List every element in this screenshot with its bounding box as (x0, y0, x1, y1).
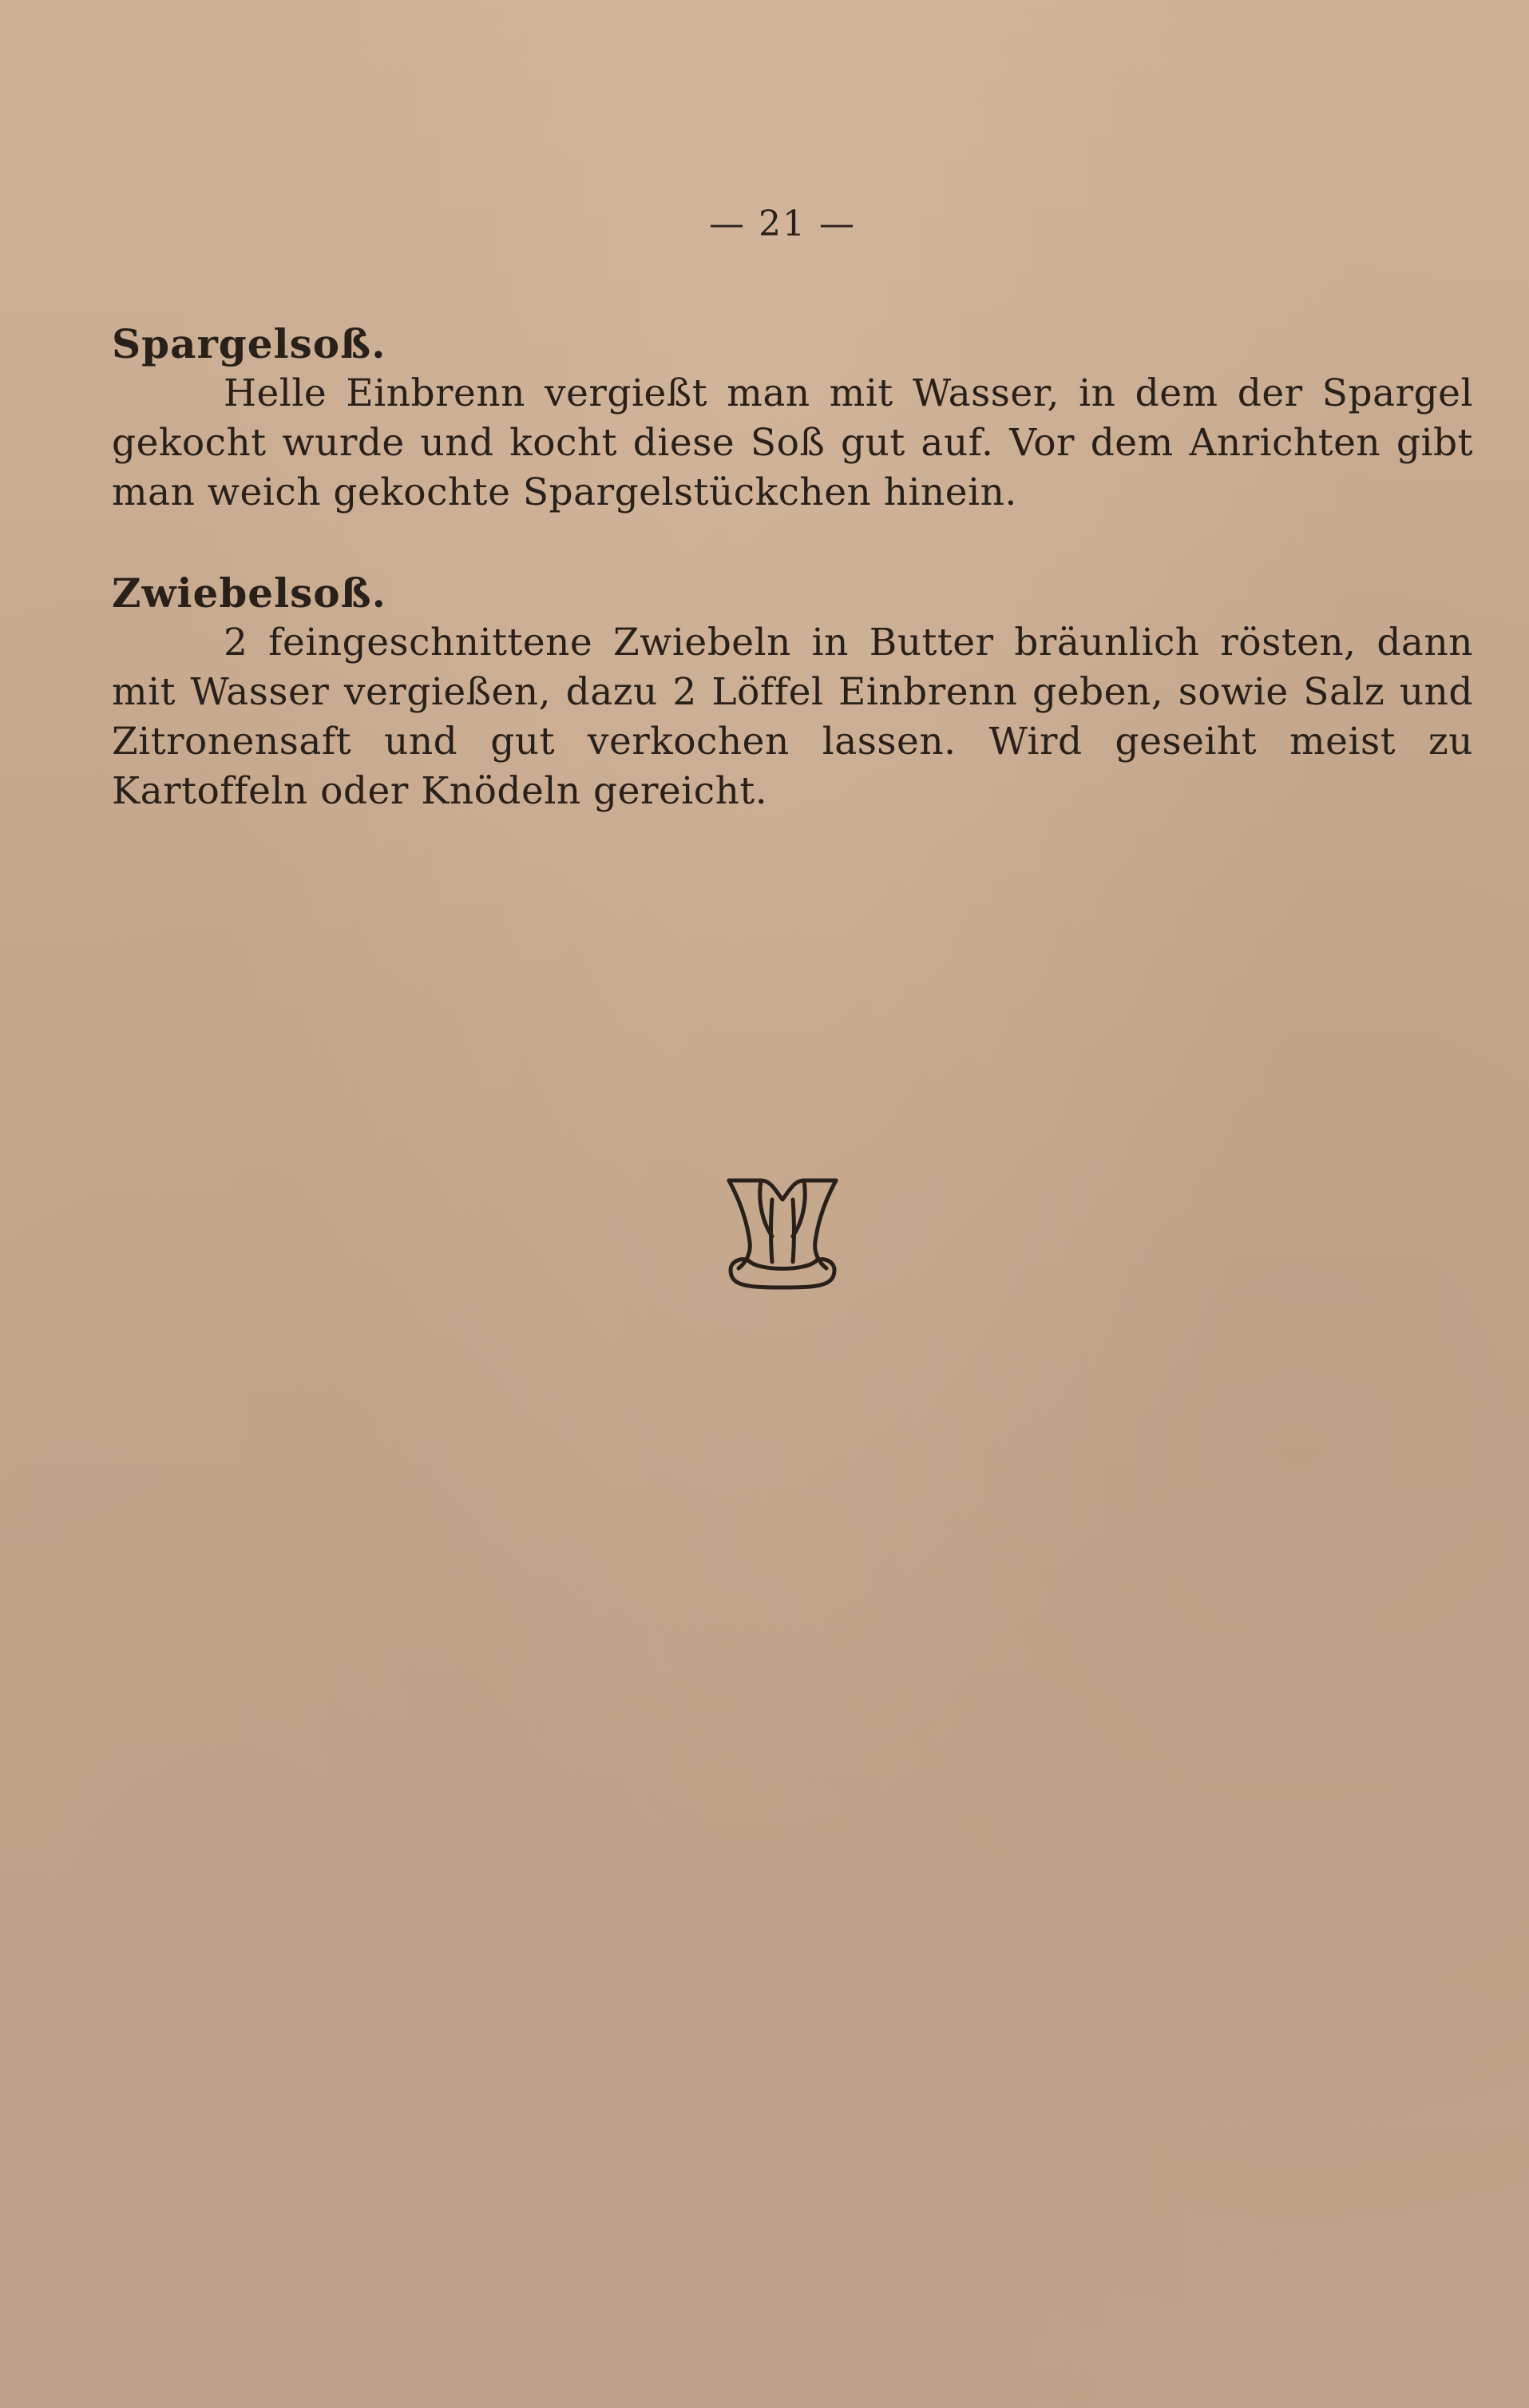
art-nouveau-vignette-icon (723, 1174, 842, 1294)
recipe-section-spargelsoss (112, 319, 1473, 518)
recipe-text: Helle Einbrenn vergießt man mit Wasser, in dem der Spargel gekocht wurde und kocht diese Soß gut auf. Vor dem Anrichten gibt man weich gekochte Spargelstückchen hinein. (112, 371, 1473, 514)
recipe-title: Zwiebelsoß. (112, 569, 387, 617)
recipe-section-zwiebelsoss (112, 569, 1473, 816)
page-number: — 21 — (709, 204, 856, 244)
recipe-text: 2 feingeschnittene Zwiebeln in Butter bräunlich rösten, dann mit Wasser vergießen, dazu 2 Löffel Einbrenn geben, sowie Salz und Zitronensaft und gut verkochen lassen. Wird geseiht meist zu Kartoffeln oder Knödeln gereicht. (112, 621, 1473, 813)
recipe-title: Spargelsoß. (112, 320, 386, 367)
